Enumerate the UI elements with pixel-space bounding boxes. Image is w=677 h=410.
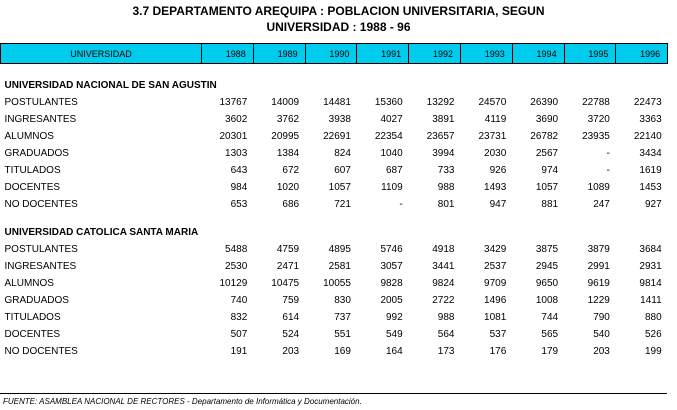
table-cell: 988: [437, 312, 455, 323]
table-cell: 9709: [484, 278, 507, 289]
table-cell: 881: [541, 199, 559, 210]
table-cell: 3434: [639, 148, 662, 159]
table-cell: 5746: [380, 244, 403, 255]
table-cell: -: [606, 165, 610, 176]
table-cell: 1411: [640, 295, 662, 306]
table-cell: 173: [437, 346, 455, 357]
table-cell: 14009: [271, 97, 300, 108]
column-header-year: 1995: [564, 44, 616, 64]
section-title: UNIVERSIDAD NACIONAL DE SAN AGUSTIN: [4, 79, 217, 91]
table-cell: 24570: [478, 97, 507, 108]
table-cell: 15360: [374, 97, 403, 108]
table-cell: 13292: [426, 97, 455, 108]
column-header-year: 1992: [409, 44, 461, 64]
table-cell: 830: [334, 295, 351, 306]
section-title: UNIVERSIDAD CATOLICA SANTA MARIA: [4, 226, 199, 238]
table-cell: 3690: [535, 114, 559, 125]
table-cell: 3938: [328, 114, 351, 125]
table-cell: 526: [644, 329, 662, 340]
table-cell: 9619: [587, 278, 610, 289]
column-header-year: 1993: [460, 44, 512, 64]
table-cell: 191: [230, 346, 248, 357]
table-cell: 203: [282, 346, 300, 357]
table-cell: 3363: [639, 114, 662, 125]
table-cell: 672: [282, 165, 300, 176]
table-cell: 4027: [380, 114, 403, 125]
spacer-cell: [1, 213, 668, 223]
table-cell: 22788: [582, 97, 610, 108]
table-cell: 801: [437, 199, 455, 210]
table-row: [1, 309, 668, 326]
table-cell: 199: [644, 346, 662, 357]
table-cell: 5488: [225, 244, 248, 255]
table-cell: 10129: [219, 278, 248, 289]
table-cell: 1057: [328, 182, 351, 193]
row-label: DOCENTES: [4, 182, 61, 193]
table-cell: 9814: [639, 278, 662, 289]
table-cell: 22691: [323, 131, 351, 142]
table-cell: 3429: [484, 244, 507, 255]
table-cell: 721: [334, 199, 351, 210]
row-label: NO DOCENTES: [4, 346, 78, 357]
table-cell: 9824: [432, 278, 455, 289]
table-cell: 926: [489, 165, 507, 176]
table-cell: 164: [386, 346, 403, 357]
table-cell: 1008: [535, 295, 559, 306]
table-cell: 3994: [432, 148, 455, 159]
table-cell: 2945: [535, 261, 559, 272]
table-cell: 824: [334, 148, 351, 159]
section-row: [1, 76, 668, 94]
spacer-cell: [1, 64, 668, 77]
table-cell: 4918: [432, 244, 455, 255]
table-cell: 4895: [328, 244, 351, 255]
table-cell: 203: [593, 346, 610, 357]
table-cell: 22140: [633, 131, 662, 142]
column-header-universidad: UNIVERSIDAD: [1, 44, 202, 64]
row-label: GRADUADOS: [4, 295, 69, 306]
table-row: [1, 275, 668, 292]
table-cell: 832: [230, 312, 248, 323]
spacer-row: [1, 213, 668, 223]
table-cell: 2530: [225, 261, 248, 272]
row-label: TITULADOS: [4, 165, 61, 176]
table-row: [1, 94, 668, 111]
table-cell: 2005: [380, 295, 403, 306]
table-row: [1, 179, 668, 196]
table-title: 3.7 DEPARTAMENTO AREQUIPA : POBLACION UNIVERSITARIA, SEGUN: [132, 4, 545, 18]
table-cell: 247: [593, 199, 610, 210]
table-cell: 1384: [276, 148, 300, 159]
column-header-year: 1994: [512, 44, 564, 64]
table-row: [1, 145, 668, 162]
column-header-year: 1990: [305, 44, 357, 64]
table-cell: 1040: [380, 148, 403, 159]
table-cell: 551: [334, 329, 351, 340]
table-cell: 507: [230, 329, 248, 340]
column-header-year: 1989: [253, 44, 305, 64]
table-cell: 22473: [633, 97, 662, 108]
table-cell: 744: [541, 312, 559, 323]
table-row: [1, 241, 668, 258]
table-cell: 3762: [276, 114, 300, 125]
footer-rule: [0, 393, 667, 394]
table-cell: 524: [282, 329, 300, 340]
table-cell: 20995: [271, 131, 300, 142]
table-cell: 179: [541, 346, 559, 357]
table-cell: 759: [282, 295, 300, 306]
table-cell: 607: [334, 165, 351, 176]
table-cell: 23935: [582, 131, 610, 142]
table-cell: 1229: [587, 295, 610, 306]
table-cell: 1303: [225, 148, 248, 159]
column-header-year: 1991: [357, 44, 409, 64]
table-cell: 992: [386, 312, 403, 323]
table-cell: 20301: [219, 131, 248, 142]
row-label: ALUMNOS: [4, 131, 54, 142]
source-note: FUENTE: ASAMBLEA NACIONAL DE RECTORES - Departamento de Informática y Documentación.: [3, 397, 362, 406]
table-row: [1, 258, 668, 275]
table-cell: 2991: [587, 261, 610, 272]
table-cell: 927: [644, 199, 662, 210]
table-cell: 1089: [587, 182, 610, 193]
table-cell: 9828: [380, 278, 403, 289]
table-cell: 880: [644, 312, 662, 323]
table-cell: 1057: [535, 182, 559, 193]
table-header: [1, 44, 668, 64]
table-cell: 23731: [478, 131, 507, 142]
table-row: [1, 111, 668, 128]
table-cell: 686: [282, 199, 300, 210]
table-body: [1, 64, 668, 361]
table-cell: 13767: [219, 97, 248, 108]
table-cell: 2722: [432, 295, 455, 306]
table-cell: 737: [334, 312, 351, 323]
table-cell: -: [399, 199, 403, 210]
table-cell: -: [606, 148, 610, 159]
table-cell: 537: [489, 329, 507, 340]
table-row: [1, 326, 668, 343]
table-cell: 23657: [426, 131, 455, 142]
table-row: [1, 196, 668, 213]
table-cell: 1081: [484, 312, 507, 323]
table-cell: 3684: [639, 244, 662, 255]
section-row: [1, 223, 668, 241]
data-table: [0, 43, 668, 360]
table-cell: 653: [230, 199, 248, 210]
table-cell: 1493: [484, 182, 507, 193]
row-label: NO DOCENTES: [4, 199, 78, 210]
table-row: [1, 128, 668, 145]
table-cell: 169: [334, 346, 351, 357]
table-row: [1, 343, 668, 360]
table-cell: 3441: [432, 261, 455, 272]
table-cell: 176: [489, 346, 507, 357]
table-cell: 2581: [328, 261, 351, 272]
table-cell: 1453: [639, 182, 662, 193]
table-cell: 14481: [323, 97, 351, 108]
table-row: [1, 162, 668, 179]
table-cell: 2537: [484, 261, 507, 272]
column-header-year: 1988: [202, 44, 254, 64]
table-cell: 3720: [587, 114, 610, 125]
table-cell: 1109: [381, 182, 403, 193]
table-cell: 790: [593, 312, 610, 323]
table-cell: 10055: [323, 278, 351, 289]
table-cell: 974: [541, 165, 559, 176]
row-label: INGRESANTES: [4, 261, 77, 272]
table-cell: 733: [437, 165, 455, 176]
table-cell: 2030: [484, 148, 507, 159]
table-cell: 3875: [535, 244, 559, 255]
row-label: POSTULANTES: [4, 244, 78, 255]
table-cell: 687: [386, 165, 403, 176]
header-row: [1, 44, 668, 64]
table-cell: 22354: [374, 131, 403, 142]
table-cell: 549: [386, 329, 403, 340]
row-label: ALUMNOS: [4, 278, 54, 289]
table-cell: 988: [437, 182, 455, 193]
table-cell: 2471: [276, 261, 300, 272]
table-cell: 540: [593, 329, 610, 340]
table-cell: 26390: [530, 97, 559, 108]
table-cell: 3602: [225, 114, 248, 125]
table-cell: 947: [489, 199, 507, 210]
table-cell: 4119: [484, 114, 507, 125]
row-label: POSTULANTES: [4, 97, 78, 108]
row-label: GRADUADOS: [4, 148, 69, 159]
table-cell: 3057: [380, 261, 403, 272]
table-subtitle: UNIVERSIDAD : 1988 - 96: [266, 20, 411, 34]
table-cell: 9650: [535, 278, 559, 289]
table-cell: 740: [230, 295, 248, 306]
table-cell: 2567: [535, 148, 559, 159]
table-cell: 1496: [484, 295, 507, 306]
table-cell: 984: [230, 182, 248, 193]
table-cell: 564: [437, 329, 455, 340]
table-cell: 1020: [276, 182, 300, 193]
table-row: [1, 292, 668, 309]
row-label: DOCENTES: [4, 329, 61, 340]
table-cell: 614: [282, 312, 300, 323]
row-label: TITULADOS: [4, 312, 61, 323]
table-cell: 643: [230, 165, 248, 176]
table-cell: 3891: [432, 114, 455, 125]
table-cell: 1619: [639, 165, 662, 176]
table-cell: 2931: [639, 261, 662, 272]
table-cell: 10475: [271, 278, 300, 289]
table-cell: 3879: [587, 244, 610, 255]
row-label: INGRESANTES: [4, 114, 77, 125]
table-cell: 565: [541, 329, 559, 340]
table-cell: 4759: [276, 244, 300, 255]
spacer-row: [1, 64, 668, 77]
table-cell: 26782: [530, 131, 559, 142]
column-header-year: 1996: [616, 44, 668, 64]
